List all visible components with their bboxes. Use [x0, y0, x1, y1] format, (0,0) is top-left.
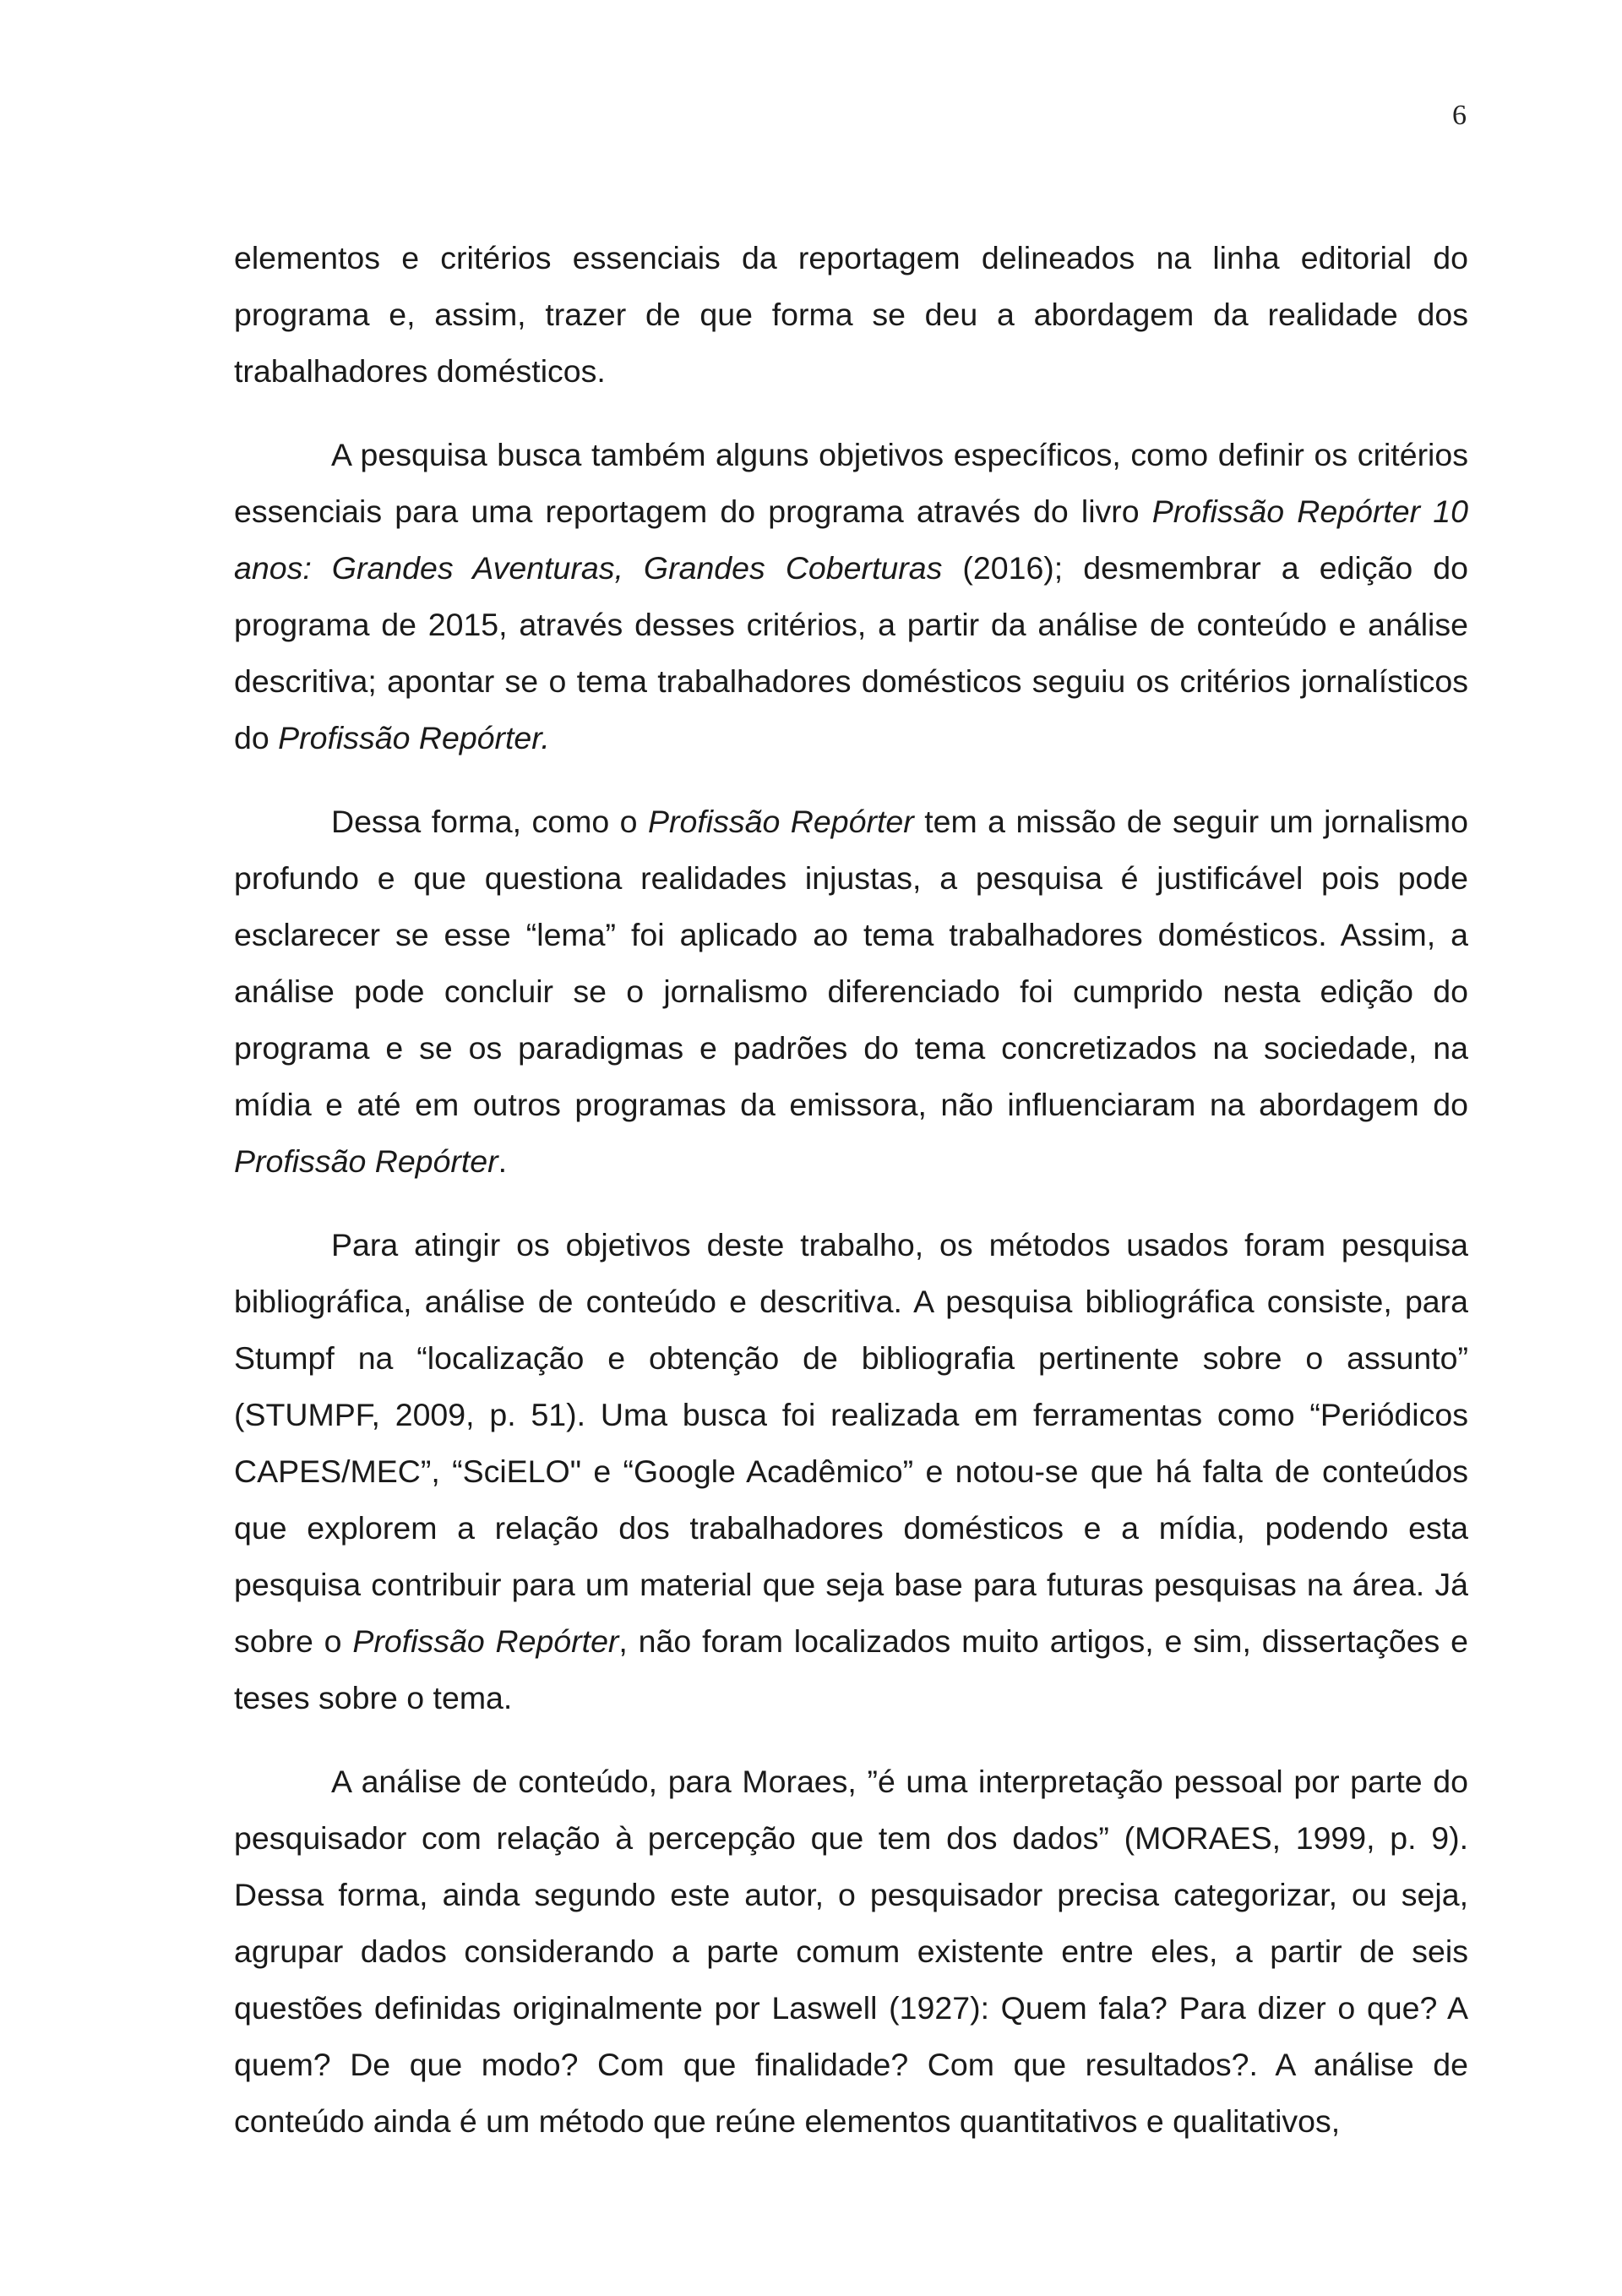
italic-text: Profissão Repórter 10 anos: Grandes Aventuras, Grandes Coberturas: [234, 494, 1468, 586]
italic-text: Profissão Repórter: [648, 804, 914, 839]
page-number: 6: [1452, 100, 1467, 131]
document-body: [234, 230, 1468, 2177]
paragraph-text: tem a missão de seguir um jornalismo profundo e que questiona realidades injustas, a pesquisa é justificável pois pode esclarecer se esse “lema” foi aplicado ao tema trabalhadores domésticos. Assim, a análise pode concluir se o jornalismo diferenciado foi cumprido nesta edição do programa e se os paradigmas e padrões do tema concretizados na sociedade, na mídia e até em outros programas da emissora, não influenciaram na abordagem do: [234, 804, 1469, 1122]
italic-text: Profissão Repórter: [234, 1143, 498, 1179]
paragraph: [234, 794, 1468, 1190]
paragraph: [234, 1217, 1468, 1726]
paragraph-text: Dessa forma, como o: [331, 804, 649, 839]
paragraph-text: , não foram localizados muito artigos, e sim, dissertações e teses sobre o tema.: [234, 1623, 1469, 1715]
paragraph-text: Para atingir os objetivos deste trabalho, os métodos usados foram pesquisa bibliográfica, análise de conteúdo e descritiva. A pesquisa bibliográfica consiste, para Stumpf na “localização e obtenção de bibliografia pertinente sobre o assunto” (STUMPF, 2009, p. 51). Uma busca foi realizada em ferramentas como “Periódicos CAPES/MEC”, “SciELO" e “Google Acadêmico” e notou-se que há falta de conteúdos que explorem a relação dos trabalhadores domésticos e a mídia, podendo esta pesquisa contribuir para um material que seja base para futuras pesquisas na área. Já sobre o: [234, 1227, 1468, 1659]
paragraph: [234, 1753, 1468, 2150]
paragraph: [234, 427, 1468, 766]
paragraph-text: elementos e critérios essenciais da reportagem delineados na linha editorial do programa e, assim, trazer de que forma se deu a abordagem da realidade dos trabalhadores domésticos.: [234, 240, 1468, 389]
paragraph-text: .: [498, 1143, 508, 1179]
paragraph: [234, 230, 1468, 400]
italic-text: Profissão Repórter.: [278, 720, 550, 755]
italic-text: Profissão Repórter: [352, 1623, 619, 1659]
paragraph-text: A pesquisa busca também alguns objetivos específicos, como definir os critérios essenciais para uma reportagem do programa através do livro: [234, 437, 1468, 529]
paragraph-text: (2016); desmembrar a edição do programa de 2015, através desses critérios, a partir da análise de conteúdo e análise descritiva; apontar se o tema trabalhadores domésticos seguiu os critérios jornalísticos do: [234, 550, 1468, 755]
paragraph-text: A análise de conteúdo, para Moraes, ”é uma interpretação pessoal por parte do pesquisador com relação à percepção que tem dos dados” (MORAES, 1999, p. 9). Dessa forma, ainda segundo este autor, o pesquisador precisa categorizar, ou seja, agrupar dados considerando a parte comum existente entre eles, a partir de seis questões definidas originalmente por Laswell (1927): Quem fala? Para dizer o que? A quem? De que modo? Com que finalidade? Com que resultados?. A análise de conteúdo ainda é um método que reúne elementos quantitativos e qualitativos,: [234, 1764, 1468, 2139]
